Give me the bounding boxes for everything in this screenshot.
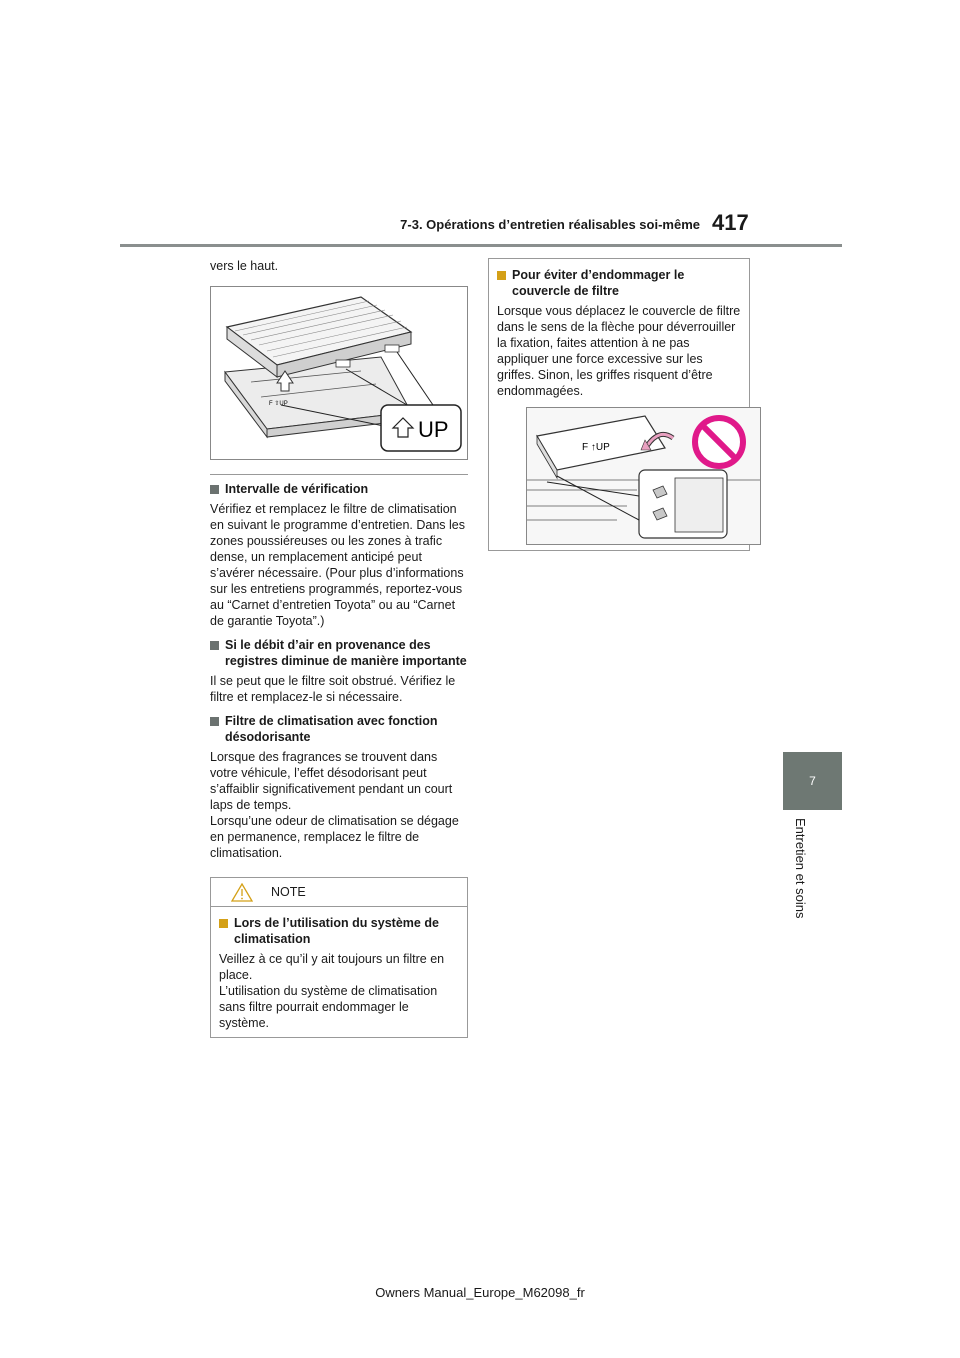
- note-text: Veillez à ce qu’il y ait toujours un filtre en place.: [219, 952, 445, 982]
- heading-text: Si le débit d’air en provenance des registres diminue de manière importante: [225, 638, 467, 668]
- section-body: Lorsque vous déplacez le couvercle de filtre dans le sens de la flèche pour déverrouiller la fixation, faites attention à ne pas appliquer une force excessive sur les griffes. Sinon, les griffes risquent d’être endommagées.: [497, 304, 741, 398]
- note-body: [211, 907, 467, 1037]
- note-text: L’utilisation du système de climatisation sans filtre pourrait endommager le système.: [219, 984, 438, 1030]
- note-header: [211, 878, 467, 907]
- caution-box: [488, 258, 750, 551]
- footer-document-id: Owners Manual_Europe_M62098_fr: [375, 1285, 585, 1300]
- right-column: [488, 258, 750, 551]
- heading-text: Filtre de climatisation avec fonction désodorisante: [225, 714, 438, 744]
- square-bullet-icon: [497, 271, 506, 280]
- chapter-tab: 7: [783, 752, 842, 810]
- filter-marking: F ⇧UP: [269, 401, 288, 407]
- intro-text: vers le haut.: [210, 259, 279, 273]
- section-heading: [210, 637, 468, 669]
- note-box: [210, 877, 468, 1038]
- section-heading: [210, 481, 468, 497]
- up-label: UP: [418, 417, 449, 442]
- square-bullet-icon: [210, 485, 219, 494]
- page-number: 417: [712, 210, 749, 235]
- chapter-label: Entretien et soins: [793, 818, 808, 919]
- section-body: Vérifiez et remplacez le filtre de climatisation en suivant le programme d’entretien. Dans les zones poussiéreuses ou les zones à trafic dense, un remplacement anticipé peut s’avérer nécessaire. (Pour plus d’informations sur les entretiens programmés, reportez-vous au “Carnet d’entretien Toyota” ou au “Carnet de garantie Toyota”.): [210, 502, 465, 628]
- left-column: [210, 258, 468, 1038]
- section-body: Lorsqu’une odeur de climatisation se dégage en permanence, remplacez le filtre de climatisation.: [210, 814, 459, 860]
- warning-triangle-icon: [231, 883, 253, 902]
- square-bullet-icon: [210, 717, 219, 726]
- section-title: 7-3. Opérations d’entretien réalisables soi-même: [400, 217, 700, 232]
- square-bullet-icon: [219, 919, 228, 928]
- heading-text: Lors de l’utilisation du système de climatisation: [234, 916, 439, 946]
- note-title: NOTE: [271, 885, 306, 899]
- filter-cover-illustration: [526, 407, 761, 545]
- cabin-filter-illustration: [210, 286, 468, 460]
- cover-marking: F ↑UP: [582, 442, 610, 453]
- heading-text: Intervalle de vérification: [225, 482, 369, 496]
- section-body: Lorsque des fragrances se trouvent dans votre véhicule, l’effet désodorisant peut s’affaiblir significativement pendant un court laps de temps.: [210, 750, 453, 812]
- section-body: Il se peut que le filtre soit obstrué. Vérifiez le filtre et remplacez-le si nécessaire.: [210, 674, 456, 704]
- section-heading: [497, 267, 741, 299]
- heading-text: Pour éviter d’endommager le couvercle de filtre: [512, 268, 685, 298]
- note-heading: [219, 915, 459, 947]
- section-divider: [210, 474, 468, 475]
- section-heading: [210, 713, 468, 745]
- square-bullet-icon: [210, 641, 219, 650]
- header-divider: [120, 244, 842, 247]
